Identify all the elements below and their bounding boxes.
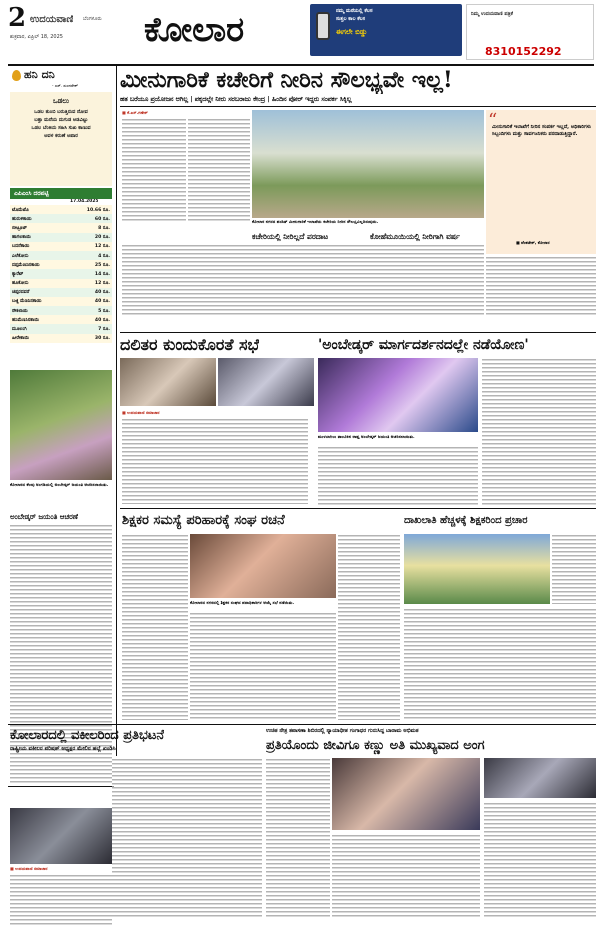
story7-col2: [332, 834, 480, 918]
left-divider: [8, 786, 114, 787]
left-column: [8, 66, 114, 926]
ad2-phone: 8310152292: [485, 45, 562, 58]
vegetable-name: ಹಾಗಲಕಾಯಿ: [12, 235, 31, 241]
price-row: [10, 279, 112, 288]
vegetable-name: ಎಲೆಕೋಸು: [12, 253, 29, 259]
row1-rule: [120, 332, 596, 333]
story4-photo: [190, 534, 336, 598]
story3-headline: 'ಅಂಬೇಡ್ಕರ್ ಮಾರ್ಗದರ್ಶನದಲ್ಲೇ ನಡೆಯೋಣ': [318, 337, 529, 353]
price-row: [10, 251, 112, 260]
poem-title: ಒಡಲು: [53, 96, 69, 105]
story5-text: [404, 608, 596, 720]
story2-reporter: ■ ಉದಯವಾಣಿ ಸಮಾಚಾರ: [122, 410, 160, 415]
story1-sub1: ಕಚೇರಿಯಲ್ಲಿ ನೀರಿಲ್ಲದೆ ಪರದಾಟ: [252, 232, 329, 241]
advertisement-2: [466, 4, 594, 60]
vegetable-name: ಹೂಕೋಸು: [12, 281, 29, 287]
ad1-line3: ಈಗಲೇ ಬಿಡ್ಡು: [336, 28, 368, 36]
column-byline: - ಎಸ್. ಸುಂದರೇಶ್: [52, 83, 78, 88]
paper-name: ಉದಯವಾಣಿ: [30, 14, 74, 25]
vegetable-price: 14 ರೂ.: [94, 271, 110, 277]
story1-quote-box: [486, 110, 596, 254]
reporter-label: ■ ಉದಯವಾಣಿ ಸಮಾಚಾರ: [10, 866, 48, 871]
page-number: 2: [8, 4, 27, 32]
price-row: [10, 306, 112, 315]
vegetable-price: 60 ರೂ.: [94, 216, 110, 222]
vegetable-name: ದಪ್ಪಮೆಣಸಿನಕಾಯಿ: [12, 262, 40, 268]
poem-text: ಒಡಲ ತುಂಬಿ ಬರುತ್ತಿರುವ ನೋವ ಬತ್ತಾ ಮನೆಯ ದುಗುಡ ಅಡವಿಟ್ಟು ಒಡಲ ಬೆಂಕಿಯ ಸಹಿಸಿ ಸುಖ ಕಾಣುವ ಅವಳ ಕರುಣೆ ಅಪಾರ: [31, 109, 91, 139]
story4-col3: [338, 534, 400, 720]
story5-headline: ದಾಖಲಾತಿ ಹೆಚ್ಚಳಕ್ಕೆ ಶಿಕ್ಷಕರಿಂದ ಪ್ರಚಾರ: [404, 515, 528, 526]
phone-icon: [316, 12, 330, 40]
protest-photo: [10, 808, 112, 864]
left-photo-caption: ಕೋಲಾರದ ಕೆಲವು ಅಂಗಡಿಯಲ್ಲಿ ಅಂಬೇಡ್ಕರ್ ಜಯಂತಿ ಆಚರಿಸಲಾಯಿತು.: [10, 482, 109, 487]
story5-photo: [404, 534, 550, 604]
story1-bottom-text: [122, 244, 484, 316]
vegetable-name: ಹಸಿಮೆಣಸಿನಕಾಯಿ: [12, 317, 40, 323]
left-column-rule: [116, 66, 117, 756]
vegetable-name: ಟೊಮೆಟೊ: [12, 207, 29, 213]
vegetable-price: 30 ರೂ.: [94, 336, 110, 342]
story4-headline: ಶಿಕ್ಷಕರ ಸಮಸ್ಯೆ ಪರಿಹಾರಕ್ಕೆ ಸಂಘ ರಚನೆ: [122, 513, 285, 528]
vegetable-name: ಬದನೆಕಾಯಿ: [12, 244, 30, 250]
quote-text: ಮೀನುಗಾರಿಕೆ ಇಲಾಖೆಗೆ ನೀರಿನ ಸಂಪರ್ಕ ಇಲ್ಲದೆ, ಅಧಿಕಾರಿಗಳು ಸಿಬ್ಬಂದಿಗಳು ಮತ್ತು ಸಾರ್ವಜನಿಕರು ಪರದಾಡುತ್ತಿದ್ದಾರೆ.: [492, 124, 592, 138]
price-row: [10, 205, 112, 214]
story2-photo: [120, 358, 216, 406]
price-row: [10, 269, 112, 278]
edition: ಬೆಂಗಳೂರು: [83, 16, 102, 22]
vegetable-price: 12 ರೂ.: [94, 244, 110, 250]
vegetable-name: ಬಜ್ಜಿ ಮೆಣಸಿನಕಾಯಿ: [12, 299, 42, 305]
vegetable-name: ಚಪ್ಪರದವರೆ: [12, 290, 30, 296]
story1-photo-caption: ಕೋಲಾರ ನಗರದ ಪಂಡಿತ್ ಮೀನುಗಾರಿಕೆ ಇಲಾಖೆಯ ಕಚೇರಿಯ ನೀರಿನ ಸೌಲಭ್ಯವಿಲ್ಲದಿರುವುದು.: [252, 219, 379, 224]
advertisement-1: [310, 4, 462, 56]
market-title: ಎಪಿಎಂಸಿ ದರಪಟ್ಟಿ: [10, 188, 112, 199]
quote-author: ■ ವೆಂಕಟೇಶ್, ಕೋಲಾರ: [516, 240, 550, 245]
protest-reporter: [10, 866, 48, 871]
vegetable-price: 8 ರೂ.: [98, 225, 110, 231]
story2-photo2: [218, 358, 314, 406]
print-registration-marks: [96, 916, 136, 924]
vegetable-price: 12 ರೂ.: [94, 281, 110, 287]
price-row: [10, 260, 112, 269]
story6-subhead: ರಾಷ್ಟ್ರೀಯ ವಕೀಲರ ಪರಿಷತ್ ಅಧ್ಯಕ್ಷರ ಮೇಲಿನ ಹಲ್ಲೆ ಖಂಡಿಸಿ: [10, 746, 116, 752]
left-photo: [10, 370, 112, 480]
price-row: [10, 242, 112, 251]
price-row: [10, 214, 112, 223]
story7-headline: ಪ್ರತಿಯೊಂದು ಜೀವಿಗೂ ಕಣ್ಣು ಅತಿ ಮುಖ್ಯವಾದ ಅಂಗ: [266, 738, 485, 753]
vegetable-name: ಕ್ಯಾರೆಟ್: [12, 271, 24, 277]
ambedkar-headline: ಅಂಬೇಡ್ಕರ್ ಜಯಂತಿ ಆಚರಣೆ: [10, 512, 78, 521]
vegetable-name: ಮೂಲಂಗಿ: [12, 327, 27, 333]
price-row: [10, 315, 112, 324]
price-table: [10, 205, 112, 343]
row3-rule: [8, 724, 596, 725]
story1-col2: [188, 118, 250, 222]
vegetable-price: 40 ರೂ.: [94, 290, 110, 296]
story7-col3: [484, 802, 596, 918]
market-price-box: [10, 188, 112, 366]
story1-photo: [252, 110, 484, 218]
masthead: [8, 4, 594, 62]
story1-byline: ■ ಕೆ.ಎಸ್.ಗಣೇಶ್: [122, 110, 148, 115]
story5-side-text: [552, 534, 596, 604]
date: ಶುಕ್ರವಾರ, ಏಪ್ರಿಲ್ 18, 2025: [10, 34, 63, 40]
story1-headline: ಮೀನುಗಾರಿಕೆ ಕಚೇರಿಗೆ ನೀರಿನ ಸೌಲಭ್ಯವೇ ಇಲ್ಲ!: [120, 67, 453, 93]
story6-headline: ಕೋಲಾರದಲ್ಲಿ ವಕೀಲರಿಂದ ಪ್ರತಿಭಟನೆ: [10, 728, 165, 743]
row2-rule: [120, 508, 596, 509]
district-title: ಕೋಲಾರ: [144, 10, 245, 50]
story1-subhead-rule: [120, 106, 596, 107]
vegetable-price: 40 ರೂ.: [94, 299, 110, 305]
story4-caption: ಕೋಲಾರದ ನಗರದಲ್ಲಿ ಶಿಕ್ಷಕರ ಸಂಘದ ಪದಾಧಿಕಾರಿಗಳ ಆಯ್ಕೆ ಸಭೆ ನಡೆಯಿತು.: [190, 600, 295, 605]
story1-subhead: ಹತ ಬರೆಯೂ ಪ್ರಯೋಜನ ಆಗಿಲ್ಲ | ಪಕ್ಕದಲ್ಲೇ ನೀರು ಸರಬರಾಜು ಕೇಂದ್ರ | ಹಿಂದಿನ ಪೋರ್ ಇದ್ದರು ಸಂಪರ್ಕ ಸಿಕ್ಕಿಲ್ಲ: [120, 96, 352, 103]
story7-col1: [266, 758, 330, 918]
vegetable-price: 20 ರೂ.: [94, 235, 110, 241]
price-row: [10, 334, 112, 343]
story3-caption: ಮುಳಬಾಗಿಲು ತಾಲೂಕಿನ ರಾಷ್ಟ್ರ ಅಂಬೇಡ್ಕರ್ ಜಯಂತಿ ಆಚರಿಸಲಾಯಿತು.: [318, 434, 415, 439]
vegetable-price: 40 ರೂ.: [94, 317, 110, 323]
price-row: [10, 297, 112, 306]
story6-text: [112, 758, 262, 918]
vegetable-price: 5 ರೂ.: [98, 308, 110, 314]
story2-text: [122, 418, 308, 504]
ad1-line2: ಸುತ್ತಲ ಕಾಲ ಕೆಲಸ: [336, 16, 366, 22]
story7-photo: [332, 758, 480, 830]
price-row: [10, 324, 112, 333]
story1-sub2: ಕೋಹೆಮೂಯಿಯಲ್ಲಿ ನೀರಿಗಾಗಿ ವರ್ಷ: [370, 232, 460, 241]
story3-text: [318, 446, 478, 506]
story7-kicker: ಉಚಿತ ನೇತ್ರ ತಪಾಸಣಾ ಶಿಬಿರದಲ್ಲಿ ನ್ಯಾಯಾಧೀಶ ಗಂಗಾಧರ ಗುರುಸಿದ್ದ ಬಾರಾಮ ಅಭಿಮತ: [266, 728, 419, 734]
market-date: 17.04.2025: [70, 199, 99, 204]
price-row: [10, 223, 112, 232]
story7-inset-photo: [484, 758, 596, 798]
story4-col2: [190, 612, 336, 720]
story4-col1: [122, 534, 188, 720]
price-row: [10, 233, 112, 242]
quote-mark-icon: “: [488, 110, 498, 131]
vegetable-name: ಬೀಟ್ರೂಟ್: [12, 225, 28, 231]
ad2-text: ನಿಮ್ಮ ಉದಯವಾಣಿ ಪತ್ರಿಕೆ: [471, 11, 513, 17]
honey-drop-icon: [12, 70, 21, 81]
vegetable-price: 4 ರೂ.: [98, 253, 110, 259]
story1-right-text: [486, 256, 596, 316]
story2-headline: ದಲಿತರ ಕುಂದುಕೊರತೆ ಸಭೆ: [120, 335, 260, 354]
vegetable-price: 7 ರೂ.: [98, 327, 110, 333]
vegetable-name: ನೌಕಲಾಯಿ: [12, 308, 28, 314]
vegetable-name: ಹೀರೇಕಾಯಿ: [12, 336, 30, 342]
story1-col1: [122, 118, 186, 222]
poem-box: [10, 92, 112, 186]
story3-photo: [318, 358, 478, 432]
price-row: [10, 288, 112, 297]
story3-right-text: [482, 358, 596, 506]
column-brand: ಹನಿ ದನಿ: [24, 68, 55, 81]
vegetable-price: 10.66 ರೂ.: [86, 207, 110, 213]
vegetable-price: 25 ರೂ.: [94, 262, 110, 268]
ad1-line1: ನಮ್ಮ ಮನೆಯಲ್ಲಿ ಕೆಲಸ: [336, 8, 373, 14]
vegetable-name: ಹುರುಳಿಕಾಯಿ: [12, 216, 32, 222]
